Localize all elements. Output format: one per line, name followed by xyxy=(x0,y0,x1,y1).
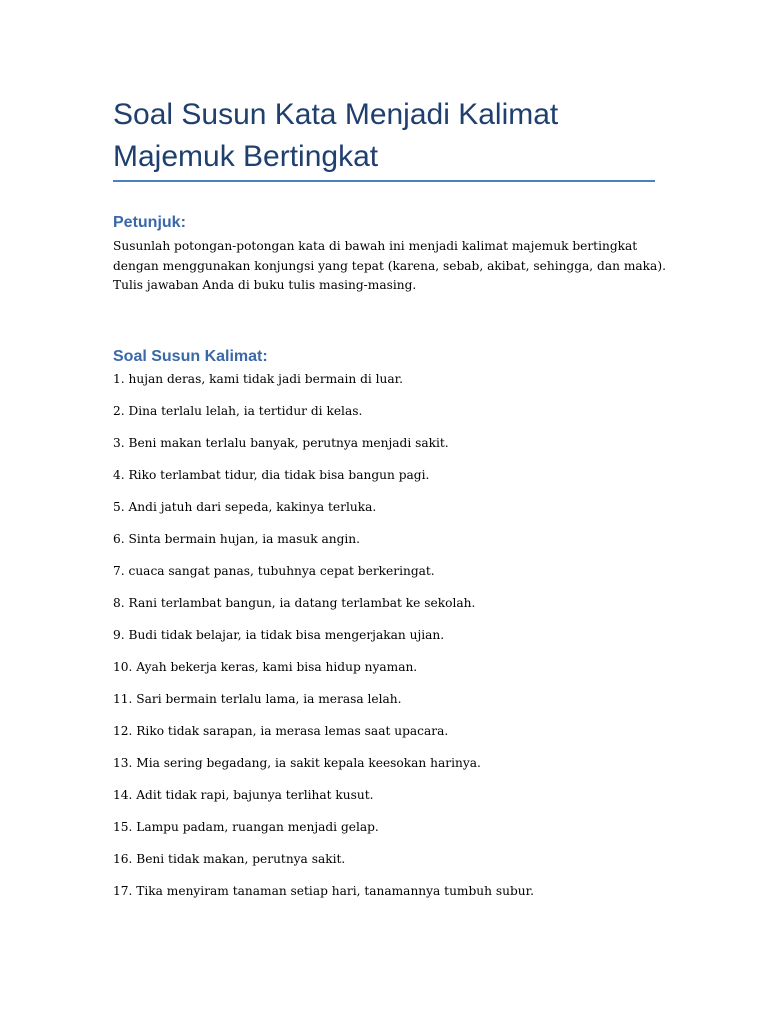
question-item: 1. hujan deras, kami tidak jadi bermain di luar. xyxy=(113,372,404,386)
question-item: 6. Sinta bermain hujan, ia masuk angin. xyxy=(113,532,361,546)
questions-heading: Soal Susun Kalimat: xyxy=(113,348,268,365)
question-item: 12. Riko tidak sarapan, ia merasa lemas saat upacara. xyxy=(113,724,449,738)
page-title: Soal Susun Kata Menjadi Kalimat Majemuk Bertingkat xyxy=(113,98,559,173)
question-item: 17. Tika menyiram tanaman setiap hari, tanamannya tumbuh subur. xyxy=(113,884,534,898)
instructions-heading: Petunjuk: xyxy=(113,214,186,231)
title-underline-rule xyxy=(113,180,655,182)
instructions-text xyxy=(113,237,673,296)
instructions-line: Tulis jawaban Anda di buku tulis masing-masing. xyxy=(113,278,417,292)
question-item: 3. Beni makan terlalu banyak, perutnya menjadi sakit. xyxy=(113,436,449,450)
question-item: 11. Sari bermain terlalu lama, ia merasa lelah. xyxy=(113,692,402,706)
question-item: 7. cuaca sangat panas, tubuhnya cepat berkeringat. xyxy=(113,564,435,578)
question-list xyxy=(113,369,534,913)
question-item: 13. Mia sering begadang, ia sakit kepala keesokan harinya. xyxy=(113,756,481,770)
question-item: 16. Beni tidak makan, perutnya sakit. xyxy=(113,852,346,866)
question-item: 5. Andi jatuh dari sepeda, kakinya terluka. xyxy=(113,500,377,514)
question-item: 4. Riko terlambat tidur, dia tidak bisa bangun pagi. xyxy=(113,468,430,482)
question-item: 9. Budi tidak belajar, ia tidak bisa mengerjakan ujian. xyxy=(113,628,445,642)
question-item: 2. Dina terlalu lelah, ia tertidur di kelas. xyxy=(113,404,363,418)
question-item: 10. Ayah bekerja keras, kami bisa hidup nyaman. xyxy=(113,660,418,674)
question-item: 15. Lampu padam, ruangan menjadi gelap. xyxy=(113,820,379,834)
instructions-line: dengan menggunakan konjungsi yang tepat (karena, sebab, akibat, sehingga, dan maka). xyxy=(113,258,666,273)
instructions-line: Susunlah potongan-potongan kata di bawah ini menjadi kalimat majemuk bertingkat xyxy=(113,239,638,253)
question-item: 14. Adit tidak rapi, bajunya terlihat kusut. xyxy=(113,788,374,802)
question-item: 8. Rani terlambat bangun, ia datang terlambat ke sekolah. xyxy=(113,596,476,610)
